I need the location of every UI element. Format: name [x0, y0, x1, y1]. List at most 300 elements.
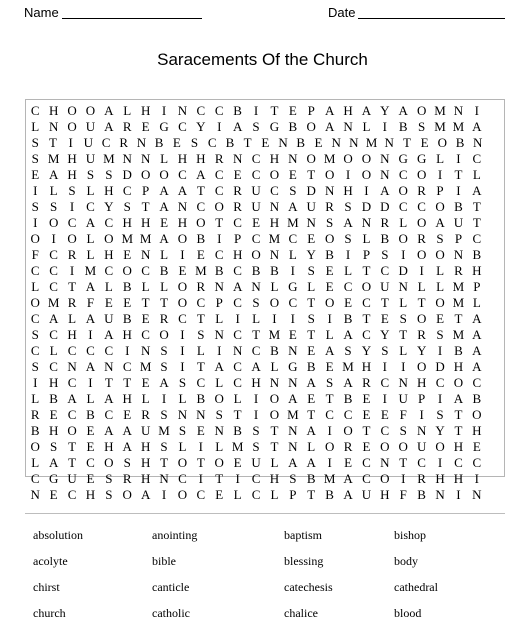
grid-letter[interactable]: U [380, 279, 390, 294]
grid-letter[interactable]: A [159, 199, 169, 214]
grid-letter[interactable]: L [104, 279, 113, 294]
grid-letter[interactable]: E [31, 167, 40, 182]
grid-letter[interactable]: N [416, 423, 427, 438]
grid-letter[interactable]: T [307, 487, 316, 502]
grid-letter[interactable]: C [380, 263, 390, 278]
grid-letter[interactable]: I [419, 263, 424, 278]
grid-letter[interactable]: B [251, 263, 261, 278]
grid-letter[interactable]: R [67, 247, 77, 262]
grid-letter[interactable]: L [436, 279, 445, 294]
grid-letter[interactable]: M [452, 119, 465, 134]
grid-letter[interactable]: R [30, 407, 40, 422]
grid-letter[interactable]: E [104, 295, 113, 310]
grid-letter[interactable]: L [233, 391, 242, 406]
grid-letter[interactable]: I [253, 391, 259, 406]
grid-letter[interactable]: C [49, 247, 58, 262]
grid-letter[interactable]: A [104, 391, 114, 406]
grid-letter[interactable]: O [159, 167, 169, 182]
grid-letter[interactable]: H [122, 391, 132, 406]
grid-letter[interactable]: C [251, 487, 261, 502]
grid-letter[interactable]: C [233, 295, 242, 310]
grid-letter[interactable]: C [380, 423, 390, 438]
grid-letter[interactable]: E [49, 487, 58, 502]
grid-letter[interactable]: C [104, 215, 114, 230]
grid-letter[interactable]: O [67, 423, 77, 438]
grid-letter[interactable]: C [270, 183, 279, 198]
grid-letter[interactable]: B [225, 135, 235, 150]
grid-letter[interactable]: D [398, 263, 408, 278]
grid-letter[interactable]: M [103, 151, 115, 166]
grid-letter[interactable]: C [251, 231, 261, 246]
grid-letter[interactable]: S [105, 487, 113, 502]
grid-letter[interactable]: L [178, 439, 187, 454]
grid-letter[interactable]: M [342, 359, 354, 374]
grid-letter[interactable]: L [399, 215, 408, 230]
grid-letter[interactable]: A [361, 103, 372, 118]
grid-letter[interactable]: A [472, 359, 482, 374]
grid-letter[interactable]: M [452, 279, 465, 294]
grid-letter[interactable]: A [472, 183, 482, 198]
grid-letter[interactable]: S [178, 423, 187, 438]
grid-letter[interactable]: S [86, 167, 95, 182]
grid-letter[interactable]: N [278, 135, 288, 150]
grid-letter[interactable]: I [235, 311, 240, 326]
grid-letter[interactable]: S [160, 359, 168, 374]
grid-letter[interactable]: O [324, 231, 335, 246]
grid-letter[interactable]: L [472, 295, 481, 310]
grid-letter[interactable]: S [105, 471, 113, 486]
grid-letter[interactable]: D [380, 199, 390, 214]
grid-letter[interactable]: U [85, 151, 96, 166]
grid-letter[interactable]: R [122, 471, 132, 486]
grid-letter[interactable]: T [270, 423, 279, 438]
grid-letter[interactable]: T [104, 375, 113, 390]
grid-letter[interactable]: I [401, 471, 406, 486]
grid-letter[interactable]: E [233, 167, 242, 182]
grid-letter[interactable]: R [417, 327, 426, 342]
grid-letter[interactable]: I [456, 487, 461, 502]
grid-letter[interactable]: E [344, 455, 353, 470]
grid-letter[interactable]: O [343, 423, 353, 438]
grid-letter[interactable]: C [49, 327, 58, 342]
grid-letter[interactable]: S [252, 295, 260, 310]
grid-letter[interactable]: Y [380, 103, 390, 118]
grid-letter[interactable]: E [288, 103, 297, 118]
grid-letter[interactable]: U [83, 135, 94, 150]
grid-letter[interactable]: M [231, 439, 244, 454]
grid-letter[interactable]: S [68, 183, 76, 198]
grid-letter[interactable]: I [401, 247, 406, 262]
grid-letter[interactable]: I [88, 375, 93, 390]
grid-letter[interactable]: E [123, 247, 132, 262]
grid-letter[interactable]: E [86, 471, 95, 486]
grid-letter[interactable]: E [86, 439, 95, 454]
grid-letter[interactable]: E [314, 135, 323, 150]
grid-letter[interactable]: R [362, 375, 371, 390]
grid-letter[interactable]: A [140, 487, 151, 502]
grid-letter[interactable]: N [453, 247, 464, 262]
grid-letter[interactable]: N [331, 135, 341, 150]
grid-letter[interactable]: P [473, 279, 481, 294]
grid-letter[interactable]: C [214, 183, 224, 198]
grid-letter[interactable]: M [139, 359, 152, 374]
grid-letter[interactable]: C [362, 455, 371, 470]
grid-letter[interactable]: S [436, 327, 444, 342]
grid-letter[interactable]: I [198, 439, 204, 454]
grid-letter[interactable]: S [289, 471, 297, 486]
grid-letter[interactable]: C [67, 407, 77, 422]
grid-letter[interactable]: H [196, 151, 206, 166]
grid-letter[interactable]: O [48, 215, 59, 230]
grid-letter[interactable]: O [435, 199, 445, 214]
grid-letter[interactable]: A [232, 279, 243, 294]
grid-letter[interactable]: S [50, 199, 58, 214]
grid-letter[interactable]: M [268, 231, 281, 246]
grid-letter[interactable]: I [161, 103, 167, 118]
grid-letter[interactable]: U [251, 199, 261, 214]
grid-letter[interactable]: E [362, 439, 371, 454]
grid-letter[interactable]: T [417, 295, 426, 310]
grid-letter[interactable]: T [472, 215, 481, 230]
grid-letter[interactable]: C [398, 199, 408, 214]
grid-letter[interactable]: O [269, 295, 280, 310]
grid-letter[interactable]: L [86, 231, 95, 246]
grid-letter[interactable]: E [172, 135, 181, 150]
grid-letter[interactable]: U [251, 455, 261, 470]
grid-letter[interactable]: E [380, 311, 389, 326]
grid-letter[interactable]: T [307, 407, 316, 422]
grid-letter[interactable]: A [177, 183, 188, 198]
grid-letter[interactable]: A [196, 167, 206, 182]
grid-letter[interactable]: T [68, 439, 77, 454]
grid-letter[interactable]: S [344, 343, 352, 358]
grid-letter[interactable]: L [399, 295, 408, 310]
grid-letter[interactable]: I [69, 199, 75, 214]
grid-letter[interactable]: T [215, 215, 224, 230]
grid-letter[interactable]: I [382, 119, 388, 134]
grid-letter[interactable]: C [288, 295, 298, 310]
grid-letter[interactable]: S [307, 311, 315, 326]
grid-letter[interactable]: I [290, 263, 296, 278]
grid-letter[interactable]: T [454, 423, 463, 438]
grid-letter[interactable]: O [324, 439, 335, 454]
grid-letter[interactable]: R [233, 183, 242, 198]
grid-letter[interactable]: C [67, 343, 77, 358]
grid-letter[interactable]: I [456, 151, 461, 166]
grid-letter[interactable]: L [86, 391, 95, 406]
grid-letter[interactable]: C [417, 455, 426, 470]
grid-letter[interactable]: E [420, 135, 429, 150]
grid-letter[interactable]: S [252, 423, 260, 438]
grid-letter[interactable]: O [177, 455, 188, 470]
grid-letter[interactable]: M [434, 103, 446, 118]
grid-letter[interactable]: C [178, 311, 187, 326]
grid-letter[interactable]: A [122, 423, 132, 438]
grid-letter[interactable]: C [435, 375, 445, 390]
grid-letter[interactable]: L [270, 455, 279, 470]
grid-letter[interactable]: P [362, 247, 371, 262]
grid-letter[interactable]: B [306, 359, 316, 374]
grid-letter[interactable]: T [196, 311, 205, 326]
grid-letter[interactable]: I [474, 103, 480, 118]
grid-letter[interactable]: I [327, 311, 332, 326]
grid-letter[interactable]: C [104, 407, 114, 422]
grid-letter[interactable]: E [261, 135, 270, 150]
grid-letter[interactable]: U [416, 439, 427, 454]
grid-letter[interactable]: A [288, 391, 298, 406]
grid-letter[interactable]: N [196, 407, 206, 422]
grid-letter[interactable]: H [472, 263, 482, 278]
grid-letter[interactable]: E [123, 295, 132, 310]
grid-letter[interactable]: U [67, 471, 77, 486]
grid-letter[interactable]: L [141, 279, 150, 294]
grid-letter[interactable]: B [325, 247, 334, 262]
grid-letter[interactable]: C [417, 199, 426, 214]
grid-letter[interactable]: T [402, 135, 411, 150]
grid-letter[interactable]: R [343, 439, 353, 454]
grid-letter[interactable]: C [196, 103, 206, 118]
grid-letter[interactable]: L [270, 487, 279, 502]
grid-letter[interactable]: S [381, 343, 389, 358]
grid-letter[interactable]: T [270, 103, 279, 118]
grid-letter[interactable]: C [86, 455, 95, 470]
grid-letter[interactable]: A [453, 391, 464, 406]
grid-letter[interactable]: R [122, 119, 132, 134]
grid-letter[interactable]: N [435, 487, 445, 502]
grid-letter[interactable]: L [86, 247, 95, 262]
grid-letter[interactable]: I [253, 103, 259, 118]
grid-letter[interactable]: O [196, 215, 206, 230]
grid-letter[interactable]: I [474, 471, 480, 486]
grid-letter[interactable]: B [343, 311, 353, 326]
grid-letter[interactable]: E [325, 359, 334, 374]
grid-letter[interactable]: G [288, 279, 298, 294]
grid-letter[interactable]: T [252, 327, 261, 342]
grid-letter[interactable]: N [398, 375, 408, 390]
grid-letter[interactable]: O [30, 295, 40, 310]
grid-letter[interactable]: S [344, 231, 352, 246]
grid-letter[interactable]: S [252, 119, 260, 134]
grid-letter[interactable]: T [68, 279, 77, 294]
grid-letter[interactable]: N [214, 279, 224, 294]
grid-letter[interactable]: O [251, 247, 261, 262]
grid-letter[interactable]: R [454, 263, 463, 278]
grid-letter[interactable]: I [382, 359, 388, 374]
grid-letter[interactable]: S [31, 359, 39, 374]
grid-letter[interactable]: T [196, 359, 205, 374]
grid-letter[interactable]: E [49, 407, 58, 422]
grid-letter[interactable]: C [196, 295, 206, 310]
grid-letter[interactable]: C [472, 151, 482, 166]
grid-letter[interactable]: M [452, 327, 465, 342]
grid-letter[interactable]: H [343, 183, 353, 198]
grid-letter[interactable]: B [472, 247, 482, 262]
grid-letter[interactable]: C [178, 119, 187, 134]
grid-letter[interactable]: R [67, 295, 77, 310]
grid-letter[interactable]: U [453, 215, 464, 230]
grid-letter[interactable]: E [141, 119, 150, 134]
grid-letter[interactable]: A [306, 375, 316, 390]
grid-letter[interactable]: M [47, 295, 60, 310]
grid-letter[interactable]: A [85, 279, 96, 294]
grid-letter[interactable]: T [454, 311, 463, 326]
grid-letter[interactable]: N [380, 455, 390, 470]
grid-letter[interactable]: T [233, 407, 242, 422]
grid-letter[interactable]: A [472, 327, 482, 342]
grid-letter[interactable]: A [398, 103, 408, 118]
grid-letter[interactable]: N [104, 359, 114, 374]
grid-letter[interactable]: L [399, 343, 408, 358]
grid-letter[interactable]: P [215, 295, 223, 310]
grid-letter[interactable]: N [361, 215, 372, 230]
grid-letter[interactable]: N [384, 135, 394, 150]
grid-letter[interactable]: H [140, 455, 151, 470]
grid-letter[interactable]: O [177, 295, 188, 310]
grid-letter[interactable]: O [324, 167, 335, 182]
grid-letter[interactable]: H [122, 215, 132, 230]
grid-letter[interactable]: N [269, 199, 280, 214]
grid-letter[interactable]: U [398, 391, 408, 406]
grid-letter[interactable]: T [48, 135, 57, 150]
grid-letter[interactable]: H [122, 327, 132, 342]
grid-letter[interactable]: M [158, 423, 170, 438]
grid-letter[interactable]: L [472, 167, 481, 182]
grid-letter[interactable]: E [196, 423, 205, 438]
grid-letter[interactable]: T [160, 295, 169, 310]
grid-letter[interactable]: I [69, 263, 75, 278]
grid-letter[interactable]: U [140, 423, 151, 438]
grid-letter[interactable]: N [288, 375, 298, 390]
grid-letter[interactable]: O [122, 487, 132, 502]
grid-letter[interactable]: I [327, 423, 332, 438]
grid-letter[interactable]: O [437, 135, 448, 150]
grid-letter[interactable]: P [418, 391, 426, 406]
grid-letter[interactable]: O [85, 103, 96, 118]
grid-letter[interactable]: H [453, 439, 464, 454]
grid-letter[interactable]: T [325, 391, 334, 406]
date-line[interactable] [358, 18, 505, 19]
grid-letter[interactable]: O [306, 151, 316, 166]
grid-letter[interactable]: N [214, 423, 224, 438]
grid-letter[interactable]: M [323, 151, 336, 166]
grid-letter[interactable]: S [399, 423, 407, 438]
grid-letter[interactable]: M [121, 231, 134, 246]
grid-letter[interactable]: O [214, 455, 224, 470]
grid-letter[interactable]: I [180, 343, 185, 358]
grid-letter[interactable]: B [159, 263, 169, 278]
grid-letter[interactable]: E [86, 423, 95, 438]
grid-letter[interactable]: A [380, 183, 390, 198]
grid-letter[interactable]: I [272, 311, 277, 326]
grid-letter[interactable]: N [48, 119, 59, 134]
grid-letter[interactable]: E [307, 343, 316, 358]
grid-letter[interactable]: R [141, 407, 150, 422]
grid-letter[interactable]: L [233, 487, 242, 502]
grid-letter[interactable]: A [324, 343, 335, 358]
grid-letter[interactable]: I [437, 343, 443, 358]
grid-letter[interactable]: N [214, 327, 224, 342]
grid-letter[interactable]: T [68, 455, 77, 470]
grid-letter[interactable]: M [434, 119, 446, 134]
grid-letter[interactable]: S [123, 199, 131, 214]
grid-letter[interactable]: C [362, 295, 371, 310]
grid-letter[interactable]: H [140, 439, 151, 454]
grid-letter[interactable]: T [307, 167, 316, 182]
grid-letter[interactable]: C [67, 215, 77, 230]
grid-letter[interactable]: P [436, 183, 444, 198]
grid-letter[interactable]: P [142, 183, 150, 198]
grid-letter[interactable]: T [160, 455, 169, 470]
grid-letter[interactable]: H [85, 487, 96, 502]
grid-letter[interactable]: G [159, 119, 169, 134]
grid-letter[interactable]: O [177, 231, 188, 246]
grid-letter[interactable]: P [454, 231, 463, 246]
grid-letter[interactable]: A [343, 487, 353, 502]
grid-letter[interactable]: A [48, 455, 59, 470]
grid-letter[interactable]: O [343, 151, 353, 166]
grid-letter[interactable]: C [122, 183, 132, 198]
grid-letter[interactable]: H [177, 151, 188, 166]
grid-letter[interactable]: H [67, 167, 77, 182]
grid-letter[interactable]: C [325, 407, 334, 422]
grid-letter[interactable]: M [452, 295, 465, 310]
grid-letter[interactable]: A [306, 455, 316, 470]
grid-letter[interactable]: H [104, 183, 114, 198]
grid-letter[interactable]: C [233, 263, 242, 278]
grid-letter[interactable]: N [269, 375, 280, 390]
grid-letter[interactable]: N [140, 343, 151, 358]
grid-letter[interactable]: O [306, 119, 316, 134]
grid-letter[interactable]: B [196, 391, 206, 406]
grid-letter[interactable]: C [343, 407, 353, 422]
grid-letter[interactable]: S [307, 263, 315, 278]
grid-letter[interactable]: O [416, 215, 427, 230]
grid-letter[interactable]: L [215, 311, 224, 326]
grid-letter[interactable]: A [48, 167, 59, 182]
grid-letter[interactable]: T [270, 439, 279, 454]
grid-letter[interactable]: O [435, 439, 445, 454]
grid-letter[interactable]: I [68, 135, 73, 150]
grid-letter[interactable]: P [234, 231, 242, 246]
grid-letter[interactable]: L [31, 279, 40, 294]
grid-letter[interactable]: A [85, 311, 96, 326]
grid-letter[interactable]: M [47, 151, 60, 166]
grid-letter[interactable]: A [343, 327, 353, 342]
grid-letter[interactable]: S [381, 247, 389, 262]
grid-letter[interactable]: I [125, 343, 130, 358]
grid-letter[interactable]: A [104, 103, 114, 118]
grid-letter[interactable]: E [123, 407, 132, 422]
grid-letter[interactable]: S [326, 375, 334, 390]
grid-letter[interactable]: H [67, 327, 77, 342]
grid-letter[interactable]: P [289, 487, 297, 502]
grid-letter[interactable]: O [435, 295, 445, 310]
grid-letter[interactable]: O [30, 231, 40, 246]
grid-letter[interactable]: H [48, 103, 59, 118]
grid-letter[interactable]: C [30, 471, 40, 486]
grid-letter[interactable]: E [141, 375, 150, 390]
grid-letter[interactable]: C [49, 263, 58, 278]
grid-letter[interactable]: C [30, 311, 40, 326]
grid-letter[interactable]: N [140, 247, 151, 262]
grid-letter[interactable]: C [233, 359, 242, 374]
grid-letter[interactable]: R [380, 215, 390, 230]
grid-letter[interactable]: N [288, 151, 298, 166]
grid-letter[interactable]: H [104, 247, 114, 262]
grid-letter[interactable]: N [398, 279, 408, 294]
grid-letter[interactable]: B [86, 407, 95, 422]
grid-letter[interactable]: C [454, 455, 463, 470]
